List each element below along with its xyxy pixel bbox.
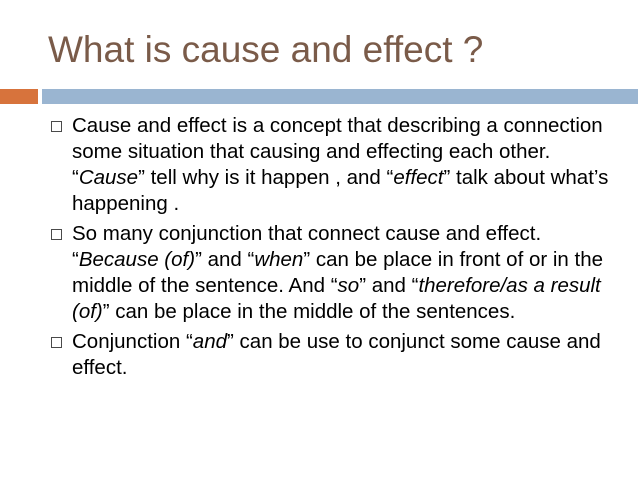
bullet-text-italic-run: therefore/as a result (of) [72,274,601,323]
bullet-text [72,114,608,215]
slide-title: What is cause and effect ? [48,29,484,70]
bullet-text-run: Cause and effect is a concept that describing a connection some situation that causing and effecting each other. “ [72,114,603,189]
bullet-text-run: ” talk about what’s happening . [72,166,609,215]
bullet-item [50,113,610,217]
bullet-text-run: ” tell why is it happen , and “ [138,166,394,189]
bullet-text-italic-run: effect [393,166,444,189]
bullet-text-run: ” and “ [359,274,419,297]
bullet-text [72,330,601,379]
square-bullet-icon [51,337,62,348]
square-bullet-icon [51,121,62,132]
bullet-text-italic-run: Cause [78,166,139,189]
bullet-text-run: Conjunction “ [72,330,193,353]
bullet-text-italic-run: and [192,330,228,353]
title-accent-bar [0,89,38,104]
bullet-item [50,221,610,325]
title-underline-bar [42,89,638,104]
bullet-text-run: So many conjunction that connect cause and effect. “ [72,222,542,271]
square-bullet-icon [51,229,62,240]
bullet-text-italic-run: so [337,274,360,297]
bullet-item [50,329,610,381]
bullet-text-italic-run: when [254,248,304,271]
bullet-text-italic-run: Because (of) [78,248,196,271]
bullet-text [72,222,603,323]
bullet-text-run: ” can be place in front of or in the middle of the sentence. And “ [72,248,604,297]
bullet-text-run: ” and “ [195,248,255,271]
bullet-text-run: ” can be use to conjunct some cause and effect. [72,330,601,379]
bullet-text-run: ” can be place in the middle of the sentences. [102,300,516,323]
bullet-list [50,113,610,385]
